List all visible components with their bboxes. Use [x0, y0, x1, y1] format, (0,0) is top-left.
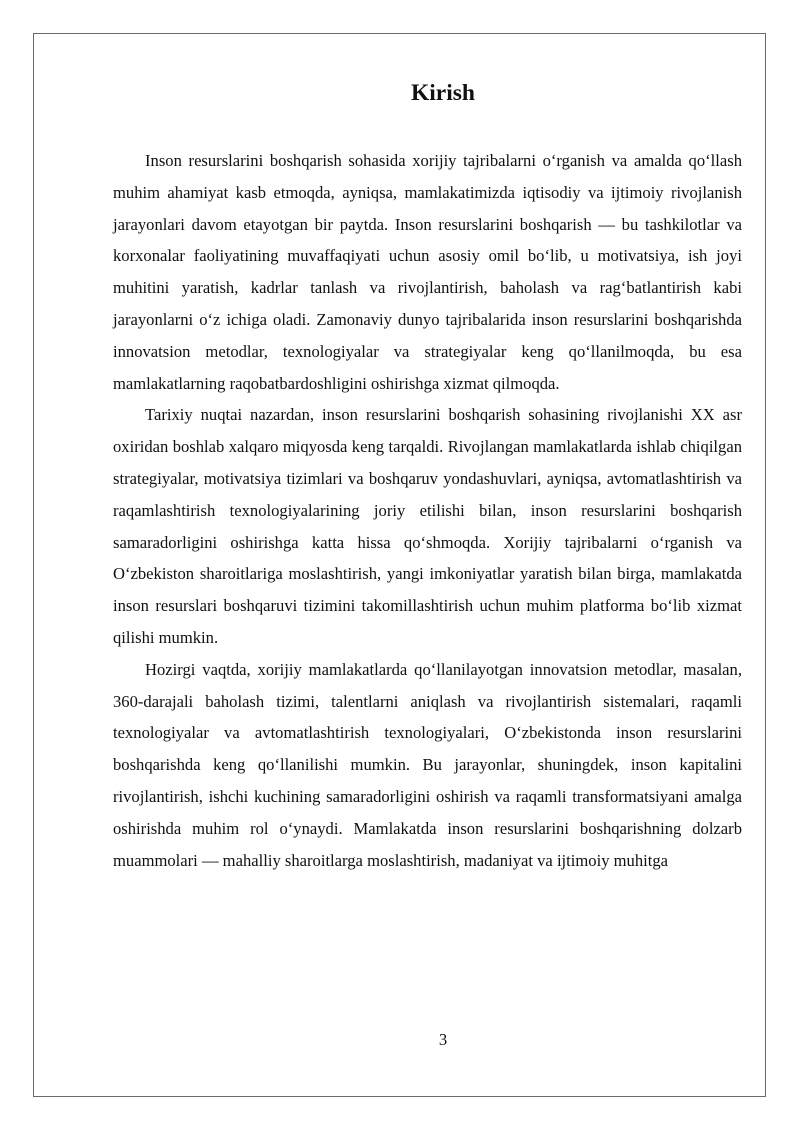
page-number: 3: [438, 1030, 448, 1049]
body-text: [113, 145, 742, 876]
paragraph-3: Hozirgi vaqtda, xorijiy mamlakatlarda qo‘llanilayotgan innovatsion metodlar, masalan, 360-darajali baholash tizimi, talentlarni aniqlash va rivojlantirish sistemalari, raqamli texnologiyalar va avtomatlashtirish texnologiyalari, O‘zbekistonda inson resurslarini boshqarishda keng qo‘llanilishi mumkin. Bu jarayonlar, shuningdek, inson kapitalini rivojlantirish, ishchi kuchining samaradorligini oshirish va raqamli transformatsiyani amalga oshirishda muhim rol o‘ynaydi. Mamlakatda inson resurslarini boshqarishning dolzarb muammolari — mahalliy sharoitlarga moslashtirish, madaniyat va ijtimoiy muhitga: [113, 659, 742, 870]
paragraph-1: Inson resurslarini boshqarish sohasida xorijiy tajribalarni o‘rganish va amalda qo‘llash muhim ahamiyat kasb etmoqda, ayniqsa, mamlakatimizda iqtisodiy va ijtimoiy rivojlanish jarayonlari davom etayotgan bir paytda. Inson resurslarini boshqarish — bu tashkilotlar va korxonalar faoliyatining muvaffaqiyati uchun asosiy omil bo‘lib, u motivatsiya, ish joyi muhitini yaratish, kadrlar tanlash va rivojlantirish, baholash va rag‘batlantirish kabi jarayonlarni o‘z ichiga oladi. Zamonaviy dunyo tajribalarida inson resurslarini boshqarishda innovatsion metodlar, texnologiyalar va strategiyalar keng qo‘llanilmoqda, bu esa mamlakatlarning raqobatbardoshligini oshirishga xizmat qilmoqda.: [113, 151, 742, 393]
paragraph-2: Tarixiy nuqtai nazardan, inson resurslarini boshqarish sohasining rivojlanishi XX asr oxiridan boshlab xalqaro miqyosda keng tarqaldi. Rivojlangan mamlakatlarda ishlab chiqilgan strategiyalar, motivatsiya tizimlari va boshqaruv yondashuvlari, ayniqsa, avtomatlashtirish va raqamlashtirish texnologiyalarining joriy etilishi bilan, inson resurslarini boshqarish samaradorligini oshirishga katta hissa qo‘shmoqda. Xorijiy tajribalarni o‘rganish va O‘zbekiston sharoitlariga moslashtirish, yangi imkoniyatlar yaratish bilan birga, mamlakatda inson resurslari boshqaruvi tizimini takomillashtirish uchun muhim platforma bo‘lib xizmat qilishi mumkin.: [113, 405, 742, 647]
page-title: Kirish: [411, 80, 475, 106]
